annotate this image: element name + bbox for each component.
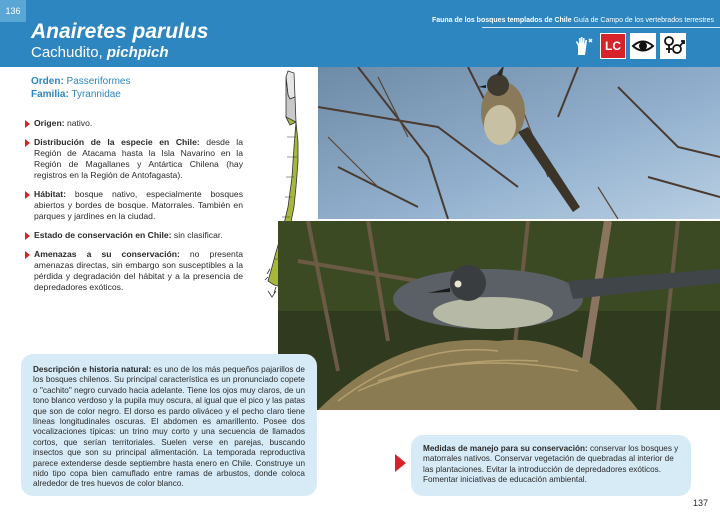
header-rule [482, 27, 720, 28]
series-title [432, 17, 714, 24]
management-measures-box [411, 435, 691, 496]
common-name [31, 44, 169, 61]
page-header [0, 0, 720, 67]
description-text: es uno de los más pequeños pajarillos de los bosques chilenos. Su principal característica es un pronunciado copete o "cachito" negro curvado hacia adelante. Tiene los ojos muy claros, de un tono blanco verdoso y la pupila muy oscura, al igual que el pico y las patas que son de color negro. El dorso es pardo oliváceo y el pecho claro tiene líneas longitudinales oscuras. El abdomen es amarillento. Posee dos vocalizaciones típicas: un trino muy corto y una secuencia de llamados cortos, que serían territoriales. Suelen verse en parejas, buscando insectos que son su principal alimentación. La temporada reproductiva parece extenderse desde septiembre hasta enero en Chile. Construye un nido tipo copa bien camuflado entre ramas de arbustos, donde coloca alrededor de tres huevos de color blanco. [33, 365, 305, 489]
page-number-left: 136 [0, 0, 26, 22]
common-name-prefix: Cachudito, [31, 44, 107, 61]
description-label: Descripción e historia natural: [33, 365, 152, 374]
fact-origen [31, 118, 243, 129]
familia-label: Familia: [31, 89, 69, 100]
fact-list [31, 118, 243, 301]
fact-text: sin clasificar. [171, 230, 223, 240]
series-title-bold: Fauna de los bosques templados de Chile [431, 17, 572, 24]
fact-distribucion [31, 137, 243, 181]
series-title-rest: Guía de Campo de los vertebrados terrestres [571, 17, 714, 24]
fact-label: Hábitat: [34, 189, 66, 199]
sex-symbols-icon [660, 33, 686, 59]
status-icons [570, 33, 686, 61]
red-arrow-marker [395, 454, 406, 472]
species-name: Anairetes parulus [31, 20, 209, 43]
taxonomy [31, 75, 130, 101]
measures-label: Medidas de manejo para su conservación: [423, 444, 588, 453]
orden-line [31, 75, 130, 88]
fact-text: no presenta amenazas directas, sin embargo son susceptibles a la pérdida y degradación del hábitat y a la presencia de depredadores exóticos. [34, 249, 243, 292]
bird-perched-photo [318, 67, 720, 219]
conservation-status-badge: LC [600, 33, 626, 59]
bird-nest-photo [278, 221, 720, 410]
common-name-local: pichpich [106, 44, 169, 61]
fact-text: desde la Región de Atacama hasta la Isla Navarino en la Región de Magallanes y Antártica Chilena (hay registros en la Región de Antofagasta). [34, 137, 243, 180]
fact-label: Amenazas a su conservación: [34, 249, 180, 259]
fact-text: bosque nativo, especialmente bosques abiertos y bordes de bosque. Matorrales. También en parques y jardines en la ciudad. [34, 189, 243, 221]
fact-habitat [31, 189, 243, 222]
fact-label: Estado de conservación en Chile: [34, 230, 172, 240]
familia-value: Tyrannidae [68, 89, 121, 100]
orden-value: Passeriformes [63, 76, 131, 87]
eye-icon [630, 33, 656, 59]
page-number-right: 137 [692, 498, 708, 508]
fact-estado [31, 230, 243, 241]
familia-line [31, 88, 130, 101]
description-box [21, 354, 317, 496]
hand-icon [570, 33, 596, 59]
fact-label: Distribución de la especie en Chile: [34, 137, 200, 147]
fact-text: nativo. [64, 118, 93, 128]
fact-amenazas [31, 249, 243, 293]
measures-text: conservar los bosques y matorrales nativos. Conservar vegetación de quebradas al interior de las plantaciones. Evitar la introducción de depredadores exóticos. Fomentar iniciativas de educación ambiental. [423, 444, 679, 485]
fact-label: Origen: [34, 118, 65, 128]
orden-label: Orden: [31, 76, 64, 87]
